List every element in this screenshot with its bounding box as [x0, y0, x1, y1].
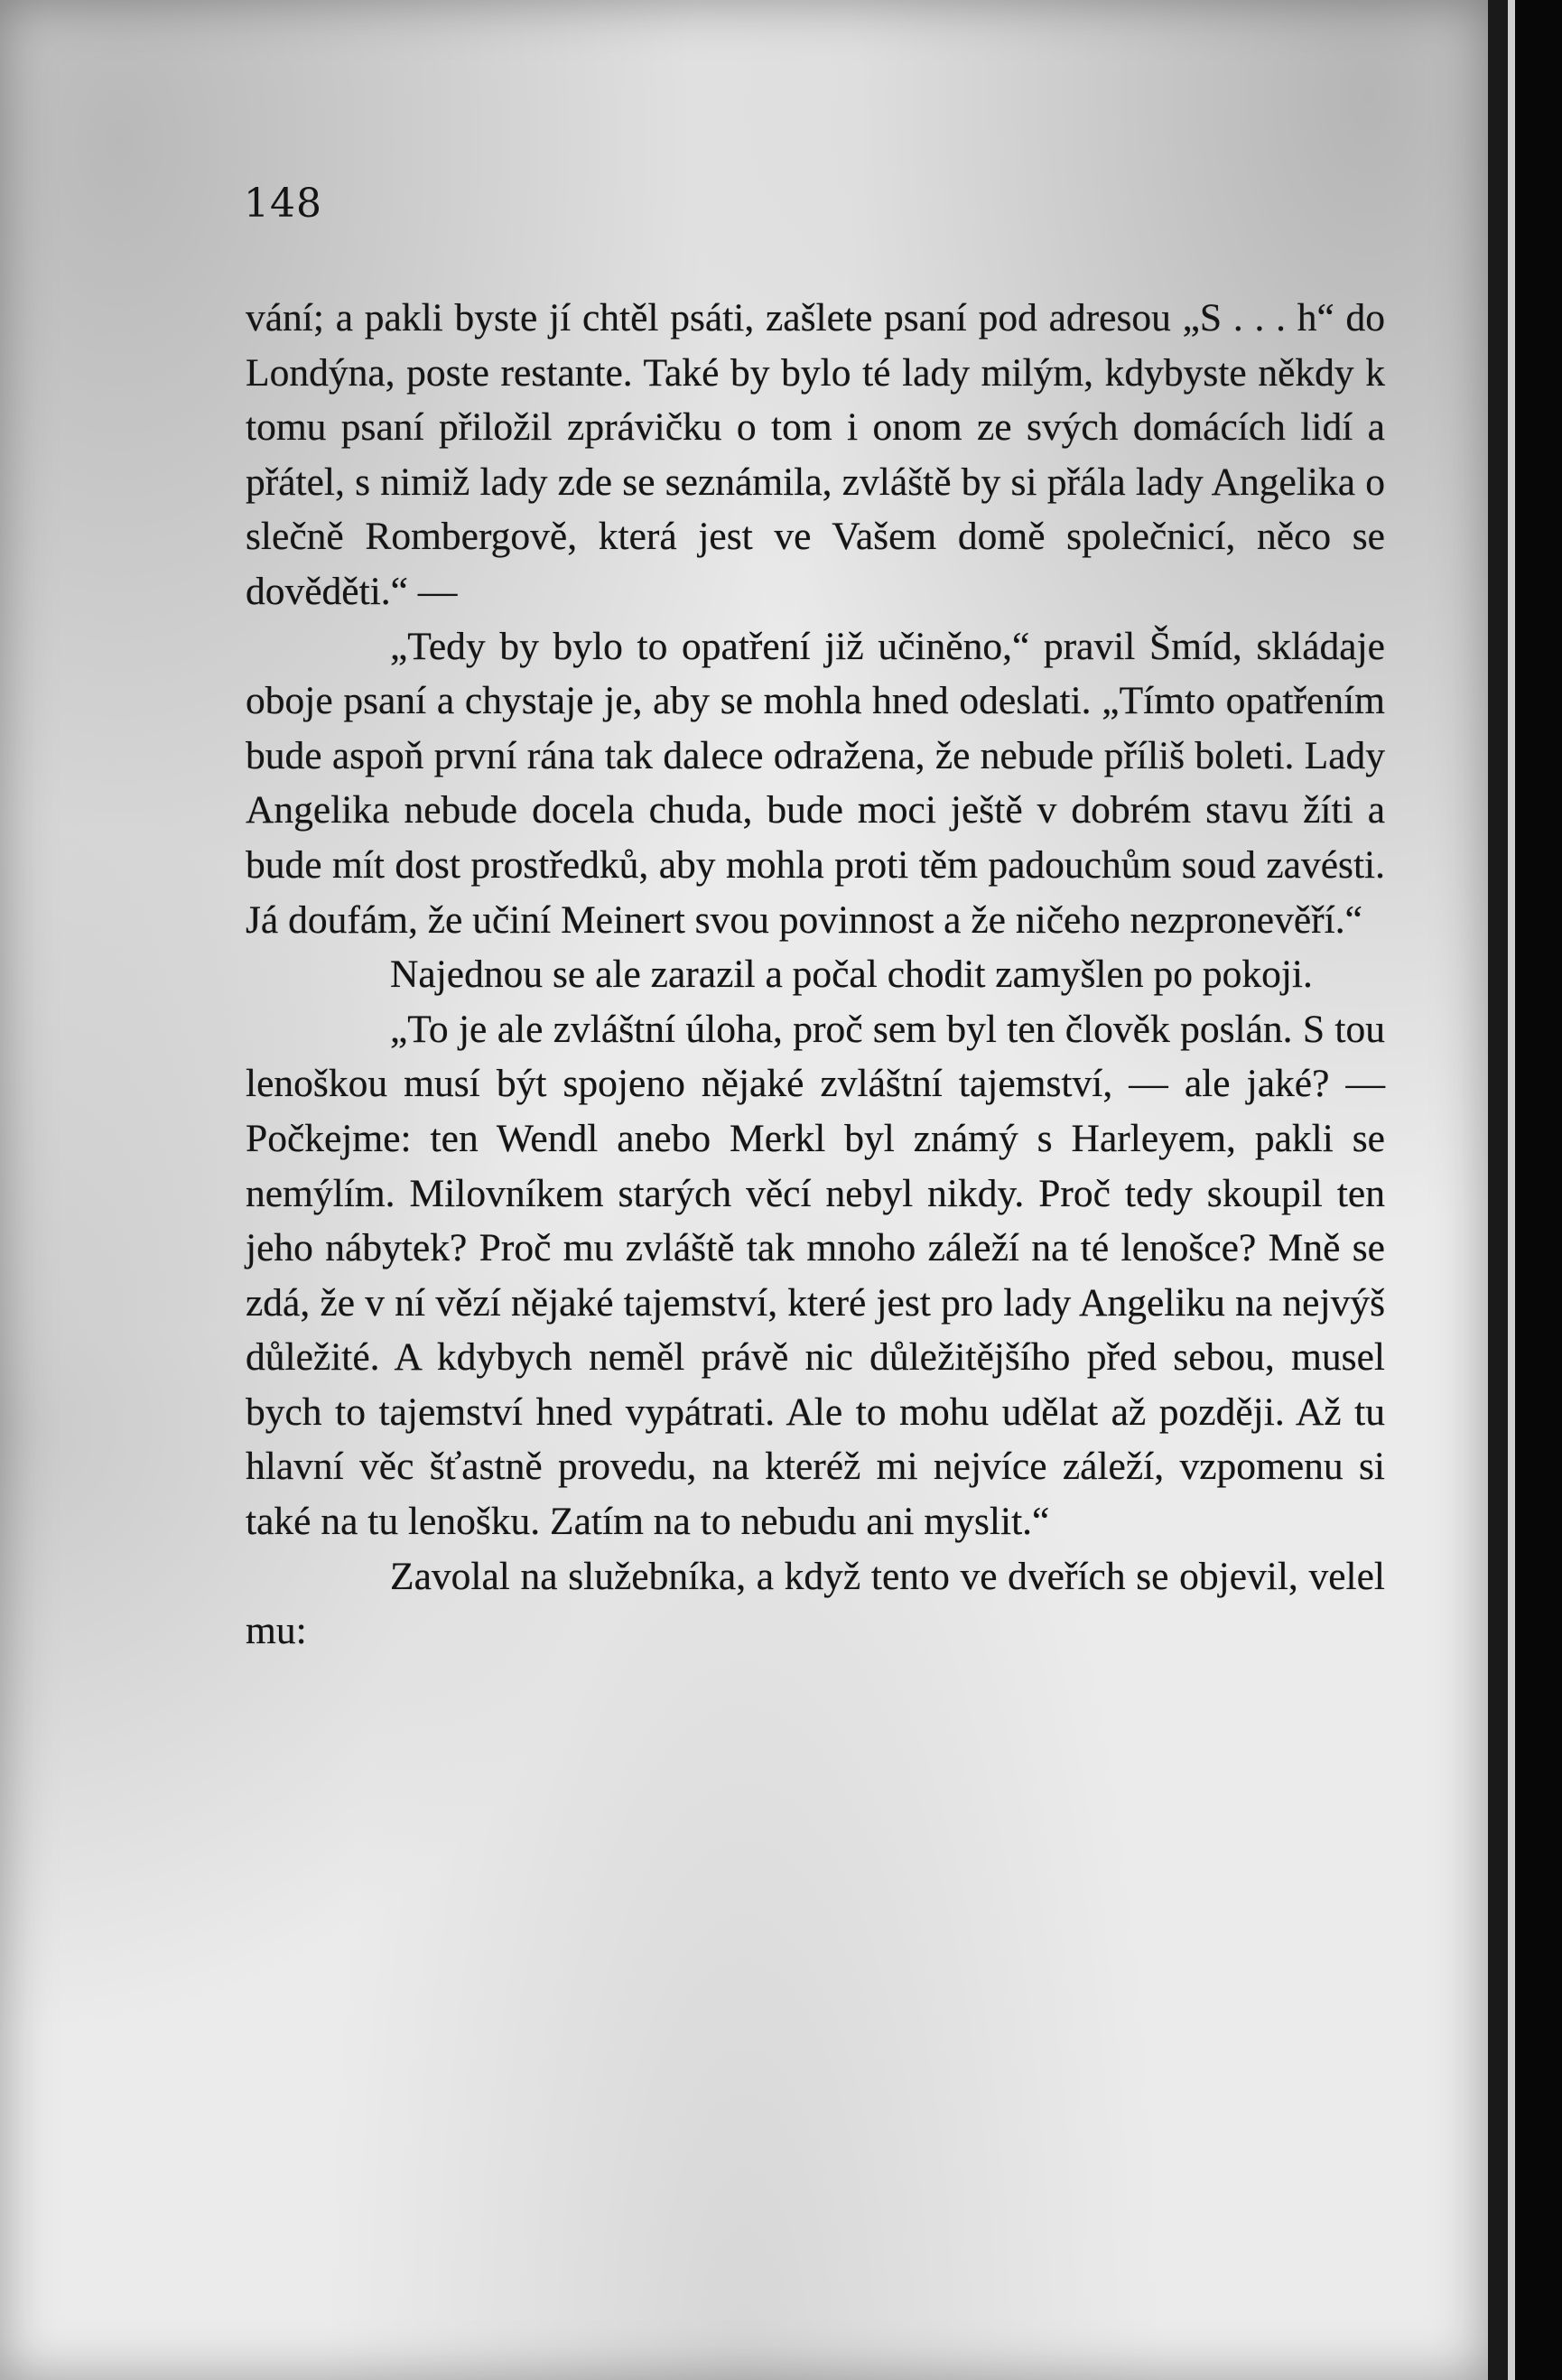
- page-edge-shadow: [1488, 0, 1508, 2380]
- paragraph-1: vání; a pakli byste jí chtěl psáti, zašlete psaní pod adresou „S . . . h“ do Londýna, poste restante. Také by bylo té lady milým, kdybyste někdy k tomu psaní přiložil zprávičku o tom i onom ze svých domácích lidí a přátel, s nimiž lady zde se seznámila, zvláště by si přála lady Angelika o slečně Rombergově, která jest ve Vašem domě společnicí, něco se dověděti.“ —: [246, 296, 1385, 613]
- paragraph-5: Zavolal na služebníka, a když tento ve dveřích se objevil, velel mu:: [246, 1554, 1385, 1653]
- paragraph-3: Najednou se ale zarazil a počal chodit zamyšlen po pokoji.: [390, 953, 1313, 997]
- page-edge-line: [1508, 0, 1515, 2380]
- paragraph-2: „Tedy by bylo to opatření již učiněno,“ pravil Šmíd, skládaje oboje psaní a chystaje je, aby se mohla hned odeslati. „Tímto opatřením bude aspoň první rána tak dalece odražena, že nebude příliš boleti. Lady Angelika nebude docela chuda, bude moci ještě v dobrém stavu žíti a bude mít dost prostředků, aby mohla proti těm padouchům soud zavésti. Já doufám, že učiní Meinert svou povinnost a že ničeho nezpronevěří.“: [246, 624, 1385, 942]
- page-number: 148: [244, 181, 322, 227]
- paragraph-4: „To je ale zvláštní úloha, proč sem byl ten člověk poslán. S tou lenoškou musí být spojeno nějaké zvláštní tajemství, — ale jaké? — Počkejme: ten Wendl anebo Merkl byl známý s Harleyem, pakli se nemýlím. Milovníkem starých věcí nebyl nikdy. Proč tedy skoupil ten jeho nábytek? Proč mu zvláště tak mnoho záleží na té lenošce? Mně se zdá, že v ní vězí nějaké tajemství, které jest pro lady Angeliku na nejvýš důležité. A kdybych neměl právě nic důležitějšího před sebou, musel bych to tajemství hned vypátrati. Ale to mohu udělat až později. Až tu hlavní věc šťastně provedu, na kteréž mi nejvíce záleží, vzpomenu si také na tu lenošku. Zatím na to nebudu ani myslit.“: [246, 1007, 1385, 1544]
- body-text: [246, 291, 1385, 1659]
